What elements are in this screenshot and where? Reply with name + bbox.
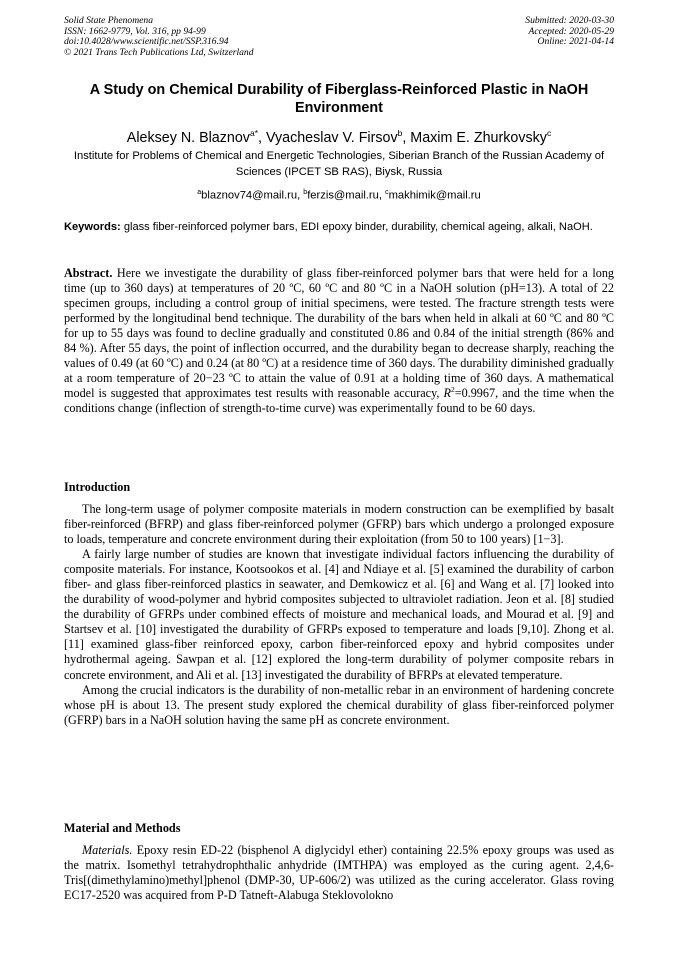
keywords — [64, 220, 614, 234]
email-link[interactable]: ferzis@mail.ru — [307, 189, 379, 202]
methods-heading: Material and Methods — [64, 821, 181, 835]
intro-paragraph: Among the crucial indicators is the durability of non-metallic rebar in an environment of hardening concrete whose pH is about 13. The present study explored the chemical durability of glass fiber-reinforced polymer (GFRP) bars in a NaOH solution having the same pH as concrete environment. — [64, 682, 614, 727]
journal-info — [64, 16, 254, 58]
intro-paragraph: A fairly large number of studies are known that investigate individual factors influencing the durability of composite materials. For instance, Kootsookos et al. [4] and Ndiaye et al. [5] examined the durability of carbon fiber- and glass fiber-reinforced plastics in seawater, and Demkowicz et al. [6] and Wang et al. [7] looked into the durability of wood-polymer and hybrid composites subjected to ultraviolet radiation. Jeon et al. [8] studied the durability of GFRPs under combined effects of moisture and mechanical loads, and Mourad et al. [9] and Startsev et al. [10] investigated the durability of GFRPs exposed to temperature and loads [9,10]. Zhong et al. [11] examined glass-fiber reinforced epoxy, carbon fiber-reinforced epoxy and hybrid composites under hydrothermal ageing. Sawpan et al. [12] explored the long-term durability of polymer composite rebars in concrete environment, and Ali et al. [13] investigated the durability of BFRPs at elevated temperature. — [64, 547, 614, 682]
author-affiliation-mark: b — [397, 128, 403, 138]
abstract — [64, 266, 614, 416]
email-mark: c — [385, 189, 389, 196]
affiliation: Institute for Problems of Chemical and Energetic Technologies, Siberian Branch of the Russian Academy of Sciences (IPCET SB RAS), Biysk, Russia — [73, 150, 605, 178]
intro-paragraph: The long-term usage of polymer composite materials in modern construction can be exemplified by basalt fiber-reinforced (BFRP) and glass fiber-reinforced polymer (GFRP) bars which undergo a prolonged exposure to loads, temperature and concrete environment during their exploitation (from 50 to 100 years) [1−3]. — [64, 502, 614, 547]
author-emails — [64, 185, 614, 204]
journal-name: Solid State Phenomena — [64, 15, 153, 26]
issn-line: ISSN: 1662-9779, Vol. 316, pp 94-99 — [64, 25, 206, 37]
introduction-body — [64, 502, 614, 728]
author-name: Maxim E. Zhurkovsky — [410, 129, 547, 146]
abstract-text-end: =0.9967, and the time when the conditions change (inflection of strength-to-time curve) was experimentally found to be 60 days. — [64, 386, 614, 416]
copyright-line: © 2021 Trans Tech Publications Ltd, Switzerland — [64, 46, 254, 58]
r-squared-symbol: R — [443, 386, 451, 401]
submitted-date: Submitted: 2020-03-30 — [525, 15, 614, 26]
keywords-text: glass fiber-reinforced polymer bars, EDI epoxy binder, durability, chemical ageing, alkali, NaOH. — [123, 221, 593, 233]
email-mark: b — [303, 189, 308, 196]
email-separator: , — [378, 189, 386, 202]
author-affiliation-mark: a* — [249, 128, 259, 138]
email-link[interactable]: makhimik@mail.ru — [388, 189, 481, 202]
online-date: Online: 2021-04-14 — [537, 36, 614, 48]
author-affiliation-mark: c — [546, 128, 552, 138]
author-name: Aleksey N. Blaznov — [126, 129, 250, 146]
paper-title: A Study on Chemical Durability of Fiberglass-Reinforced Plastic in NaOH Environment — [89, 82, 589, 116]
abstract-label: Abstract. — [64, 266, 113, 280]
email-mark: a — [197, 189, 202, 196]
materials-lead: Materials. — [82, 843, 133, 857]
doi-line: doi:10.4028/www.scientific.net/SSP.316.94 — [64, 36, 229, 48]
abstract-text: Here we investigate the durability of glass fiber-reinforced polymer bars that were held for a long time (up to 360 days) at temperatures of 20 ºC, 60 ºC and 80 ºC in a NaOH solution (pH=13). A total of 22 specimen groups, including a control group of initial specimens, were tested. The fracture strength tests were performed by the longitudinal bend technique. The durability of the bars when held in alkali at 60 ºC and 80 ºC for up to 55 days was found to decline gradually and constituted 0.86 and 0.84 of the initial strength (86% and 84 %). After 55 days, the point of inflection occurred, and the durability began to decrease sharply, reaching the values of 0.49 (at 60 ºC) and 0.24 (at 80 ºC) at a residence time of 360 days. The durability diminished gradually at a room temperature of 20−23 ºC to attain the value of 0.91 at a holding time of 360 days. A mathematical model is suggested that approximates test results with reasonable accuracy, — [64, 266, 615, 401]
email-link[interactable]: blaznov74@mail.ru — [201, 189, 298, 202]
keywords-label: Keywords: — [64, 221, 121, 233]
publication-dates — [525, 16, 614, 48]
author-name: Vyacheslav V. Firsov — [265, 129, 398, 146]
author-list — [64, 124, 614, 147]
author-separator: , — [258, 129, 266, 146]
methods-body — [64, 843, 614, 903]
accepted-date: Accepted: 2020-05-29 — [528, 25, 614, 37]
methods-paragraph — [64, 843, 614, 903]
r-squared-exponent: 2 — [450, 385, 455, 395]
author-separator: , — [402, 129, 411, 146]
materials-text: Epoxy resin ED-22 (bisphenol A diglycidyl ether) containing 22.5% epoxy groups was used as the matrix. Isomethyl tetrahydrophthalic anhydride (IMTHPA) was employed as the curing agent. 2,4,6-Tris[(dimethylamino)methyl]phenol (DMP-30, UP-606/2) was utilized as the curing accelerator. Glass roving EC17-2520 was acquired from P-D Tatneft-Alabuga Steklovolokno — [64, 843, 614, 903]
email-separator: , — [297, 189, 304, 202]
introduction-heading: Introduction — [64, 480, 131, 494]
